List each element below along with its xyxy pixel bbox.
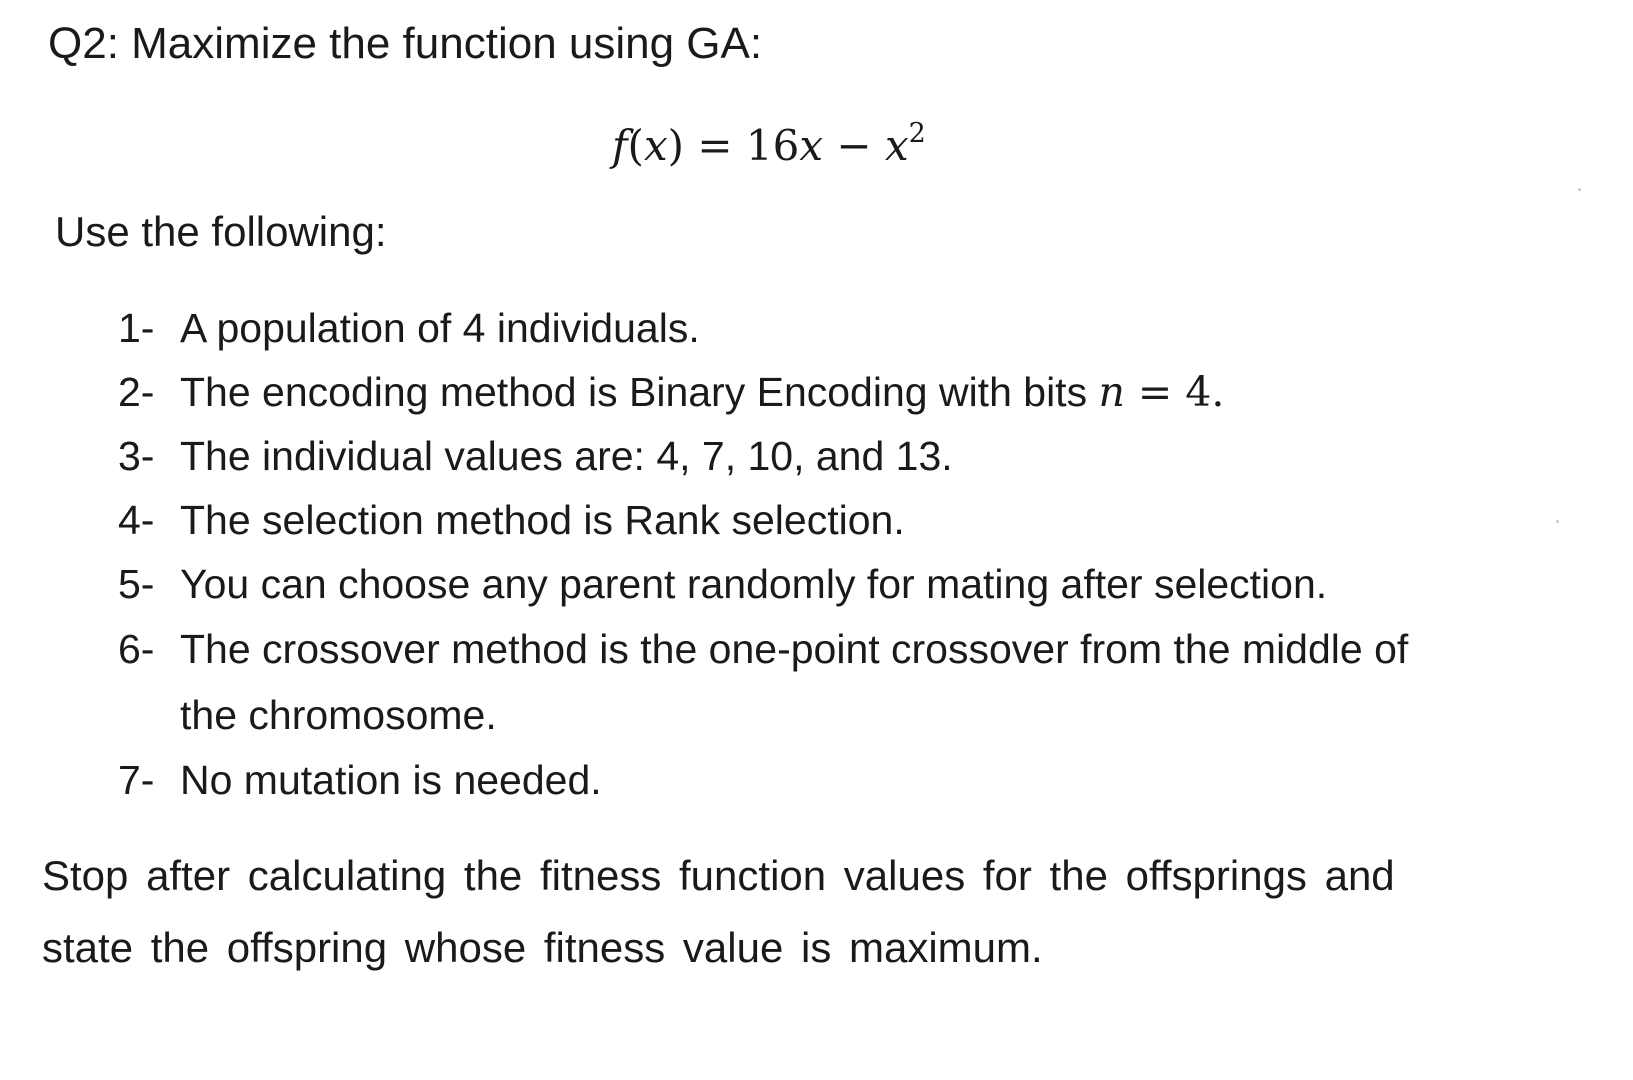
requirements-list: [118, 296, 1460, 812]
minus-sign: −: [823, 121, 885, 170]
list-item-number: 4-: [118, 497, 155, 543]
list-item-number: 7-: [118, 757, 155, 803]
list-item-number: 5-: [118, 561, 155, 607]
bits-value: = 4.: [1124, 368, 1225, 416]
list-item: [118, 488, 1460, 552]
question-title: Q2: Maximize the function using GA:: [48, 19, 763, 68]
list-item: [118, 296, 1460, 360]
quadratic-exponent: 2: [908, 118, 926, 149]
objective-function-formula: [612, 118, 926, 174]
function-name: f: [612, 121, 628, 170]
linear-coefficient: 16: [745, 121, 800, 170]
equals-sign: =: [684, 121, 746, 170]
list-item-number: 6-: [118, 626, 155, 672]
list-item-text: A population of 4 individuals.: [180, 305, 700, 351]
list-item-number: 3-: [118, 433, 155, 479]
paren-close: ): [667, 121, 685, 170]
list-item: [118, 424, 1460, 488]
list-item-text: The crossover method is the one-point crossover from the middle of the chromosome.: [180, 626, 1409, 738]
list-item-text: You can choose any parent randomly for mating after selection.: [180, 561, 1328, 607]
function-argument: x: [643, 121, 668, 170]
list-item-text: No mutation is needed.: [180, 757, 602, 803]
list-item-text-encoding: [180, 360, 1224, 424]
list-item: [118, 616, 1460, 748]
closing-instruction: Stop after calculating the fitness function values for the offsprings and state the offspring whose fitness value is maximum.: [42, 852, 1395, 971]
list-item-text: The individual values are: 4, 7, 10, and 13.: [180, 433, 953, 479]
bits-variable: n: [1098, 368, 1125, 416]
linear-variable: x: [799, 121, 824, 170]
list-item-number: 2-: [118, 369, 155, 415]
list-item: [118, 748, 1460, 812]
list-item: [118, 552, 1460, 616]
list-item-text: The selection method is Rank selection.: [180, 497, 905, 543]
list-item-number: 1-: [118, 305, 155, 351]
scan-speck: [1556, 520, 1559, 523]
scan-speck: [1578, 188, 1581, 191]
list-item: [118, 360, 1460, 424]
intro-text: Use the following:: [55, 208, 387, 255]
quadratic-variable: x: [884, 121, 909, 170]
list-item-text: The encoding method is Binary Encoding with bits: [180, 369, 1099, 415]
paren-open: (: [627, 121, 644, 170]
